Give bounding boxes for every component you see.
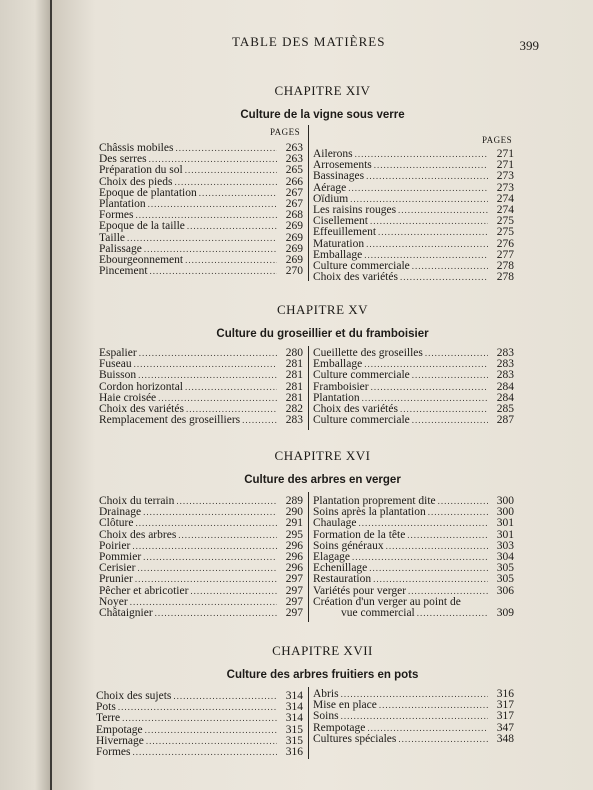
dot-leader [412, 415, 488, 426]
dot-leader [174, 177, 277, 188]
entry-page: 273 [496, 170, 514, 183]
dot-leader [133, 747, 278, 758]
dot-leader [145, 725, 277, 736]
dot-leader [348, 183, 488, 194]
entry-page: 287 [496, 414, 514, 427]
page-number: 399 [519, 38, 539, 53]
dot-leader [417, 608, 488, 619]
dot-leader [412, 261, 488, 272]
entry-page: 273 [496, 181, 514, 194]
entry-title: Restauration [313, 573, 372, 586]
entry-title: Noyer [99, 595, 128, 608]
dot-leader [366, 171, 488, 182]
left-column [99, 143, 303, 277]
dot-leader [438, 496, 488, 507]
dot-leader [132, 541, 277, 552]
toc-entry [99, 165, 303, 176]
entry-page: 289 [285, 495, 303, 507]
entry-title: Effeuillement [313, 226, 377, 239]
column-divider [308, 125, 309, 281]
entry-page: 274 [496, 192, 514, 205]
entry-page: 301 [496, 528, 514, 541]
dot-leader [352, 552, 488, 563]
toc-entry [99, 233, 303, 244]
entry-title: Haie croisée [99, 391, 157, 404]
chapter-xiv [52, 83, 593, 284]
entry-page: 282 [285, 402, 303, 415]
entry-title: Préparation du sol [99, 164, 183, 177]
entry-title: Emballage [313, 358, 363, 371]
entry-title: Châtaignier [99, 606, 153, 619]
entry-title: Formation de la tête [313, 528, 406, 541]
chapter-title: CHAPITRE XIV [274, 83, 371, 98]
book-page [52, 0, 593, 790]
entry-page: 284 [496, 380, 514, 393]
toc-entry [313, 370, 514, 381]
toc-entry [313, 227, 514, 238]
entry-page: 283 [496, 369, 514, 382]
entry-title: Framboisier [313, 380, 369, 393]
entry-title: Cultures spéciales [313, 732, 397, 745]
entry-page: 269 [285, 220, 303, 233]
toc-entry [313, 734, 514, 745]
entry-page: 296 [285, 562, 303, 575]
entry-page: 296 [285, 539, 303, 552]
toc-entry [96, 702, 303, 713]
dot-leader [367, 723, 488, 734]
column-divider [308, 687, 309, 759]
dot-leader [185, 382, 277, 393]
column-divider [308, 492, 309, 622]
entry-title: Cordon horizontal [99, 380, 183, 393]
chapter-subtitle: Culture des arbres fruitiers en pots [226, 669, 419, 681]
entry-title: Aérage [313, 181, 347, 194]
entry-page: 296 [285, 550, 303, 563]
entry-title: Soins généraux [313, 539, 384, 552]
dot-leader [176, 496, 277, 507]
entry-title: vue commercial [341, 606, 415, 619]
entry-title: Epoque de plantation [99, 186, 197, 199]
pages-label-left: PAGES [270, 127, 301, 137]
entry-page: 268 [285, 209, 303, 222]
entry-page: 275 [496, 226, 514, 239]
dot-leader [199, 188, 277, 199]
entry-title: Arrosements [313, 159, 372, 172]
toc-entry [96, 713, 303, 724]
chapter-xvii [52, 643, 593, 758]
dot-leader [379, 700, 488, 711]
entry-title: Pêcher et abricotier [99, 584, 189, 597]
toc-entry [313, 415, 514, 426]
entry-page: 315 [285, 723, 303, 736]
dot-leader [400, 272, 488, 283]
dot-leader [373, 574, 488, 585]
right-column [313, 689, 514, 745]
entry-title: Prunier [99, 573, 133, 586]
chapter-title: CHAPITRE XVI [274, 448, 371, 463]
chapter-title: CHAPITRE XV [276, 302, 369, 317]
dot-leader [358, 518, 488, 529]
entry-page: 347 [496, 721, 514, 734]
page-header [52, 34, 593, 54]
entry-page: 303 [496, 539, 514, 552]
entry-title: Pincement [99, 265, 148, 278]
entry-page: 281 [285, 358, 303, 371]
dot-leader [138, 370, 277, 381]
left-column [96, 691, 303, 758]
entry-title: Espalier [99, 347, 137, 359]
entry-page: 274 [496, 203, 514, 216]
dot-leader [412, 370, 488, 381]
toc-entry [313, 586, 514, 597]
entry-page: 281 [285, 391, 303, 404]
dot-leader [355, 149, 488, 160]
dot-leader [143, 552, 277, 563]
entry-title: Chaulage [313, 517, 357, 530]
chapter-subtitle: Culture des arbres en verger [244, 474, 401, 486]
entry-page: 284 [496, 391, 514, 404]
dot-leader [190, 586, 277, 597]
entry-title: Formes [96, 745, 131, 758]
entry-page: 317 [496, 699, 514, 712]
toc-entry [313, 272, 514, 283]
entry-page: 290 [285, 506, 303, 519]
dot-leader [185, 255, 277, 266]
entry-page: 300 [496, 506, 514, 519]
entry-title: Epoque de la taille [99, 220, 185, 233]
entry-page: 301 [496, 517, 514, 530]
entry-page: 266 [285, 175, 303, 188]
dot-leader [371, 382, 488, 393]
entry-page: 269 [285, 253, 303, 266]
entry-page: 271 [496, 159, 514, 172]
entry-title: Abris [313, 688, 339, 700]
right-column [313, 496, 514, 619]
entry-title: Plantation proprement dite [313, 495, 436, 507]
entry-page: 285 [496, 402, 514, 415]
dot-leader [137, 563, 277, 574]
entry-title: Clôture [99, 517, 134, 530]
toc-entry [99, 518, 303, 529]
toc-entry [99, 608, 303, 619]
entry-title: Oïdium [313, 192, 349, 205]
entry-title: Culture commerciale [313, 259, 410, 272]
dot-leader [370, 216, 488, 227]
entry-title: Mise en place [313, 699, 377, 712]
entry-page: 305 [496, 562, 514, 575]
dot-leader [118, 702, 277, 713]
entry-page: 263 [285, 142, 303, 154]
dot-leader [155, 608, 277, 619]
entry-page: 316 [496, 688, 514, 700]
entry-title: Création d'un verger au point de [313, 595, 461, 608]
entry-title: Elagage [313, 550, 351, 563]
dot-leader [407, 530, 488, 541]
entry-page: 305 [496, 573, 514, 586]
entry-title: Choix des sujets [96, 690, 172, 702]
entry-title: Palissage [99, 242, 142, 255]
toc-entry [99, 574, 303, 585]
dot-leader [400, 404, 488, 415]
entry-page: 281 [285, 369, 303, 382]
entry-title: Culture commerciale [313, 414, 410, 427]
entry-title: Rempotage [313, 721, 366, 734]
entry-title: Choix des pieds [99, 175, 173, 188]
entry-title: Culture commerciale [313, 369, 410, 382]
dot-leader [134, 359, 277, 370]
entry-page: 309 [496, 606, 514, 619]
entry-page: 267 [285, 197, 303, 210]
entry-title: Terre [96, 712, 121, 725]
entry-page: 269 [285, 231, 303, 244]
dot-leader [378, 227, 488, 238]
dot-leader [374, 160, 488, 171]
dot-leader [178, 530, 277, 541]
dot-leader [187, 221, 277, 232]
entry-title: Cerisier [99, 562, 136, 575]
chapter-title: CHAPITRE XVII [272, 643, 373, 658]
toc-entry [313, 700, 514, 711]
left-column [99, 348, 303, 426]
dot-leader [425, 348, 488, 359]
entry-title: Plantation [313, 391, 360, 404]
dot-leader [122, 713, 277, 724]
dot-leader [127, 233, 277, 244]
toc-entry [313, 711, 514, 722]
entry-title: Bassinages [313, 170, 365, 183]
entry-page: 315 [285, 734, 303, 747]
entry-title: Emballage [313, 248, 363, 261]
entry-page: 280 [285, 347, 303, 359]
entry-page: 297 [285, 584, 303, 597]
entry-title: Choix du terrain [99, 495, 175, 507]
entry-page: 295 [285, 528, 303, 541]
dot-leader [150, 266, 277, 277]
entry-title: Soins après la plantation [313, 506, 426, 519]
toc-entry [313, 171, 514, 182]
entry-title: Buisson [99, 369, 137, 382]
entry-title: Pots [96, 701, 116, 714]
dot-leader [175, 143, 277, 154]
toc-entry [96, 691, 303, 702]
entry-page: 348 [496, 732, 514, 745]
dot-leader [341, 711, 488, 722]
entry-page: 269 [285, 242, 303, 255]
entry-page: 283 [285, 414, 303, 427]
entry-page: 270 [285, 265, 303, 278]
entry-page: 283 [496, 358, 514, 371]
entry-title: Choix des arbres [99, 528, 177, 541]
left-column [99, 496, 303, 619]
entry-page: 297 [285, 595, 303, 608]
entry-title: Hivernage [96, 734, 144, 747]
dot-leader [366, 239, 488, 250]
entry-page: 314 [285, 690, 303, 702]
dot-leader [386, 541, 488, 552]
entry-page: 306 [496, 584, 514, 597]
entry-page: 271 [496, 148, 514, 160]
entry-title: Taille [99, 231, 126, 244]
entry-page: 278 [496, 271, 514, 284]
entry-title: Choix des variétés [313, 271, 398, 284]
entry-title: Variétés pour verger [313, 584, 407, 597]
dot-leader [408, 586, 488, 597]
dot-leader [139, 348, 277, 359]
dot-leader [173, 691, 277, 702]
entry-page: 304 [496, 550, 514, 563]
entry-page: 314 [285, 712, 303, 725]
entry-title: Plantation [99, 197, 146, 210]
entry-title: Empotage [96, 723, 143, 736]
column-divider [308, 346, 309, 430]
entry-title: Choix des variétés [99, 402, 184, 415]
toc-entry [313, 239, 514, 250]
dot-leader [398, 734, 488, 745]
entry-title: Choix des variétés [313, 402, 398, 415]
dot-leader [428, 507, 488, 518]
dot-leader [143, 507, 277, 518]
dot-leader [148, 199, 277, 210]
pages-label-right: PAGES [482, 135, 513, 145]
toc-entry [313, 518, 514, 529]
entry-page: 267 [285, 186, 303, 199]
entry-title: Ebourgeonnement [99, 253, 184, 266]
dot-leader [136, 518, 278, 529]
right-column [313, 348, 514, 426]
running-title: TABLE DES MATIÈRES [232, 34, 386, 49]
entry-page: 300 [496, 495, 514, 507]
entry-title: Maturation [313, 237, 365, 250]
entry-title: Echenillage [313, 562, 368, 575]
entry-page: 278 [496, 259, 514, 272]
entry-title: Poirier [99, 539, 131, 552]
toc-entry [99, 586, 303, 597]
entry-title: Châssis mobiles [99, 142, 174, 154]
entry-title: Formes [99, 209, 134, 222]
entry-page: 263 [285, 153, 303, 166]
toc-entry [96, 747, 303, 758]
right-column [313, 149, 514, 283]
dot-leader [242, 415, 277, 426]
toc-entry [313, 574, 514, 585]
toc-entry [99, 370, 303, 381]
entry-title: Drainage [99, 506, 142, 519]
toc-entry [313, 608, 514, 619]
chapter-subtitle: Culture de la vigne sous verre [240, 109, 405, 121]
toc-entry [99, 415, 303, 426]
entry-title: Cisellement [313, 215, 368, 228]
entry-page: 276 [496, 237, 514, 250]
entry-title: Soins [313, 710, 339, 723]
entry-title: Fuseau [99, 358, 132, 371]
chapter-xv [52, 302, 593, 427]
entry-page: 297 [285, 573, 303, 586]
dot-leader [135, 574, 277, 585]
entry-page: 291 [285, 517, 303, 530]
toc-entry [99, 221, 303, 232]
entry-page: 265 [285, 164, 303, 177]
chapter-subtitle: Culture du groseillier et du framboisier [216, 328, 429, 340]
entry-title: Pommier [99, 550, 142, 563]
dot-leader [146, 736, 277, 747]
entry-page: 317 [496, 710, 514, 723]
entry-page: 297 [285, 606, 303, 619]
entry-page: 316 [285, 745, 303, 758]
toc-entry [99, 266, 303, 277]
entry-title: Ailerons [313, 148, 353, 160]
entry-page: 275 [496, 215, 514, 228]
entry-page: 283 [496, 347, 514, 359]
entry-title: Des serres [99, 153, 147, 166]
dot-leader [398, 205, 488, 216]
entry-page: 277 [496, 248, 514, 261]
dot-leader [185, 165, 277, 176]
entry-page: 314 [285, 701, 303, 714]
left-page-edge [0, 0, 50, 790]
entry-title: Remplacement des groseilliers [99, 414, 241, 427]
entry-title: Cueillette des groseilles [313, 347, 423, 359]
entry-page: 281 [285, 380, 303, 393]
entry-title: Les raisins rouges [313, 203, 397, 216]
chapter-xvi [52, 448, 593, 619]
dot-leader [369, 563, 488, 574]
